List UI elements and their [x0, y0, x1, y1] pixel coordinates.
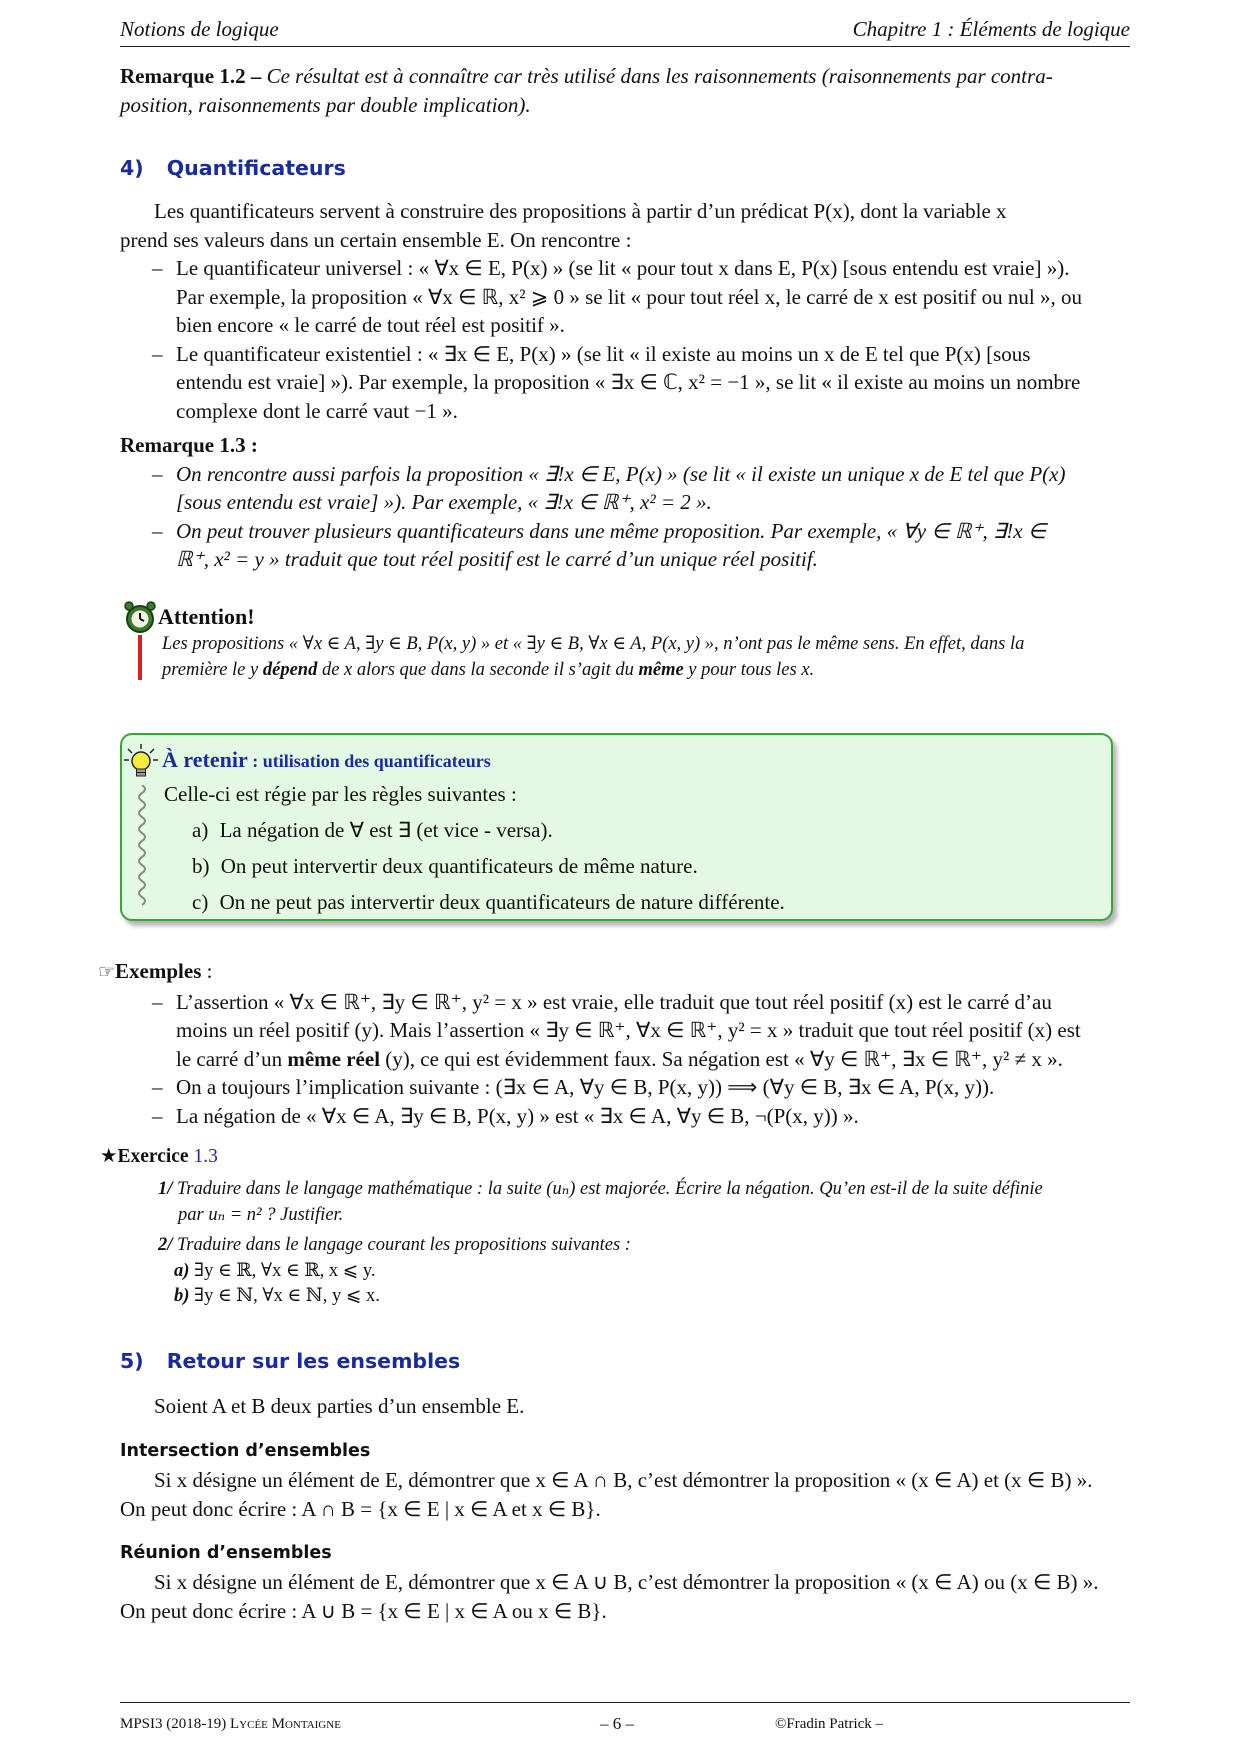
- exercice-qa: [158, 1259, 1130, 1285]
- exemples-item1-line3: [176, 1045, 1130, 1074]
- retenir-rule-b: [192, 852, 698, 881]
- dash-icon: –: [152, 461, 163, 486]
- intersection-title: Intersection d’ensembles: [120, 1441, 371, 1461]
- retenir-box: [120, 733, 1113, 921]
- remarque-1-3-item2: [120, 517, 1130, 574]
- section-4-intro-line2: prend ses valeurs dans un certain ensemble E. On rencontre :: [120, 227, 632, 252]
- exercice-qa-text: ∃y ∈ ℝ, ∀x ∈ ℝ, x ⩽ y.: [189, 1260, 376, 1281]
- retenir-subtitle: : utilisation des quantificateurs: [247, 751, 491, 771]
- header-rule: [120, 46, 1130, 47]
- exemples-colon: :: [201, 959, 213, 983]
- quantifier-universal-item: [120, 254, 1130, 340]
- attention-emphasis-meme: même: [638, 659, 684, 680]
- exercice-q2-line1: [158, 1233, 1130, 1259]
- bullet2-line2: entendu est vraie] »). Par exemple, la proposition « ∃x ∈ ℂ, x² = −1 », se lit « il existe au moins un nombre: [176, 370, 1081, 394]
- exercice-qb: [158, 1284, 1130, 1310]
- exemples-item1-line3-a: le carré d’un: [176, 1046, 288, 1071]
- page: [98, 0, 1130, 1754]
- exercice-q1: [100, 1177, 1130, 1228]
- remarque-1-3-item1: [120, 460, 1130, 517]
- rule-text: On ne peut pas intervertir deux quantificateurs de nature différente.: [219, 890, 785, 914]
- remarque-1-3-item1-line1: On rencontre aussi parfois la proposition « ∃!x ∈ E, P(x) » (se lit « il existe un unique x de E tel que P(x): [176, 461, 1066, 486]
- exemples-block: [98, 957, 1130, 1130]
- remarque-1-2-text-line1: Ce résultat est à connaître car très utilisé dans les raisonnements (raisonnements par contra-: [266, 64, 1053, 88]
- rule-label: c): [192, 890, 209, 914]
- footer-rule: [120, 1702, 1130, 1703]
- rule-text: On peut intervertir deux quantificateurs de même nature.: [220, 854, 698, 878]
- bullet1-line2: Par exemple, la proposition « ∀x ∈ ℝ, x² ⩾ 0 » se lit « pour tout réel x, le carré de x est positif ou nul », ou: [176, 284, 1083, 309]
- exercice-q1-line2: par uₙ = n² ? Justifier.: [178, 1204, 344, 1225]
- section-4-body: [120, 197, 1130, 425]
- retenir-rule-c: [192, 888, 785, 917]
- exemples-item2-text: On a toujours l’implication suivante : (∃x ∈ A, ∀y ∈ B, P(x, y)) ⟹ (∀y ∈ B, ∃x ∈ A, P(x, y)).: [176, 1075, 995, 1099]
- rule-label: b): [192, 854, 210, 878]
- attention-bar: [138, 635, 142, 680]
- exemples-item1: [98, 988, 1130, 1074]
- dash-icon: –: [152, 341, 163, 366]
- exercice-heading: [100, 1144, 1130, 1168]
- attention-block: [120, 600, 1130, 690]
- header-left: Notions de logique: [120, 17, 279, 41]
- remarque-1-3-label: Remarque 1.3 :: [120, 433, 258, 457]
- exercice-label: Exercice: [117, 1146, 189, 1167]
- intersection-line1: Si x désigne un élément de E, démontrer que x ∈ A ∩ B, c’est démontrer la proposition « (x ∈ A) et (x ∈ B) ».: [154, 1468, 1093, 1492]
- exemples-item3-text: La négation de « ∀x ∈ A, ∃y ∈ B, P(x, y) » est « ∃x ∈ A, ∀y ∈ B, ¬(P(x, y)) ».: [176, 1103, 859, 1128]
- attention-line2-c: de x alors que dans la seconde il s’agit du: [317, 659, 639, 680]
- exercice-block: [100, 1144, 1130, 1310]
- quantifier-existential-item: [120, 340, 1130, 426]
- remarque-1-2-label: Remarque 1.2 –: [120, 64, 262, 88]
- exemples-item2: [98, 1073, 1130, 1102]
- exercice-qa-label: a): [174, 1260, 190, 1281]
- attention-line1: Les propositions « ∀x ∈ A, ∃y ∈ B, P(x, y) » et « ∃y ∈ B, ∀x ∈ A, P(x, y) », n’ont pas le même sens. En effet, dans la: [162, 634, 1025, 654]
- remarque-1-2: [120, 62, 1130, 119]
- section-5-title: Retour sur les ensembles: [166, 1349, 461, 1373]
- remarque-1-3-item1-line2: [sous entendu est vraie] »). Par exemple, « ∃!x ∈ ℝ⁺, x² = 2 ».: [176, 490, 712, 514]
- bullet1-line3: bien encore « le carré de tout réel est positif ».: [176, 313, 565, 337]
- bullet2-line1: Le quantificateur existentiel : « ∃x ∈ E, P(x) » (se lit « il existe au moins un x de E tel que P(x) [sous: [176, 341, 1031, 366]
- section-4-intro-line1: Les quantificateurs servent à construire des propositions à partir d’un prédicat P(x), dont la variable x: [154, 199, 1007, 223]
- dash-icon: –: [152, 1075, 163, 1099]
- dash-icon: –: [152, 256, 163, 280]
- retenir-title: À retenir: [162, 747, 248, 772]
- exercice-qb-label: b): [174, 1286, 190, 1306]
- rule-label: a): [192, 818, 209, 842]
- remarque-1-2-text-line2: position, raisonnements par double implication).: [120, 92, 531, 117]
- exercice-number: 1.3: [188, 1146, 218, 1167]
- exemples-item3: [98, 1102, 1130, 1131]
- spring-decoration: [135, 785, 149, 911]
- rule-text: La négation de ∀ est ∃ (et vice - versa).: [219, 818, 553, 842]
- attention-line2-a: première le y: [162, 659, 263, 680]
- reunion-body: [120, 1568, 1130, 1625]
- reunion-line2: On peut donc écrire : A ∪ B = {x ∈ E | x ∈ A ou x ∈ B}.: [120, 1598, 607, 1623]
- retenir-rule-a: [192, 816, 553, 845]
- attention-text: [162, 632, 1130, 683]
- footer-right: ©Fradin Patrick –: [775, 1716, 884, 1732]
- exercice-q1-number: 1/: [158, 1179, 173, 1199]
- attention-emphasis-depend: dépend: [262, 659, 318, 680]
- alarm-clock-icon: [122, 600, 158, 634]
- header-right: Chapitre 1 : Éléments de logique: [852, 17, 1130, 41]
- exemples-item1-line3-c: (y), ce qui est évidemment faux. Sa négation est « ∀y ∈ ℝ⁺, ∃x ∈ ℝ⁺, y² ≠ x ».: [380, 1046, 1063, 1071]
- exercice-q2: [100, 1233, 1130, 1310]
- remarque-1-3-item2-line1: On peut trouver plusieurs quantificateurs dans une même proposition. Par exemple, « ∀y ∈ ℝ⁺, ∃!x ∈: [176, 518, 1047, 543]
- remarque-1-3: [120, 431, 1130, 574]
- section-4-number: 4): [120, 156, 144, 180]
- intersection-line2: On peut donc écrire : A ∩ B = {x ∈ E | x ∈ A et x ∈ B}.: [120, 1496, 601, 1521]
- intersection-body: [120, 1466, 1130, 1523]
- exercice-q2-number: 2/: [158, 1235, 173, 1255]
- bullet1-line1: Le quantificateur universel : « ∀x ∈ E, P(x) » (se lit « pour tout x dans E, P(x) [sous entendu est vraie] »).: [176, 256, 1070, 280]
- dash-icon: –: [152, 1103, 163, 1128]
- footer-left: MPSI3 (2018-19) Lycée Montaigne: [120, 1716, 341, 1732]
- reunion-line1: Si x désigne un élément de E, démontrer que x ∈ A ∪ B, c’est démontrer la proposition « (x ∈ A) ou (x ∈ B) ».: [154, 1570, 1099, 1594]
- star-icon: ★: [100, 1146, 118, 1167]
- attention-line2-e: y pour tous les x.: [683, 659, 815, 680]
- section-4-heading: [120, 156, 346, 180]
- section-4-title: Quantificateurs: [166, 156, 346, 180]
- section-5-number: 5): [120, 1349, 144, 1373]
- bullet2-line3: complexe dont le carré vaut −1 ».: [176, 398, 458, 423]
- page-number: – 6 –: [600, 1714, 634, 1733]
- exemples-item1-line2: moins un réel positif (y). Mais l’assertion « ∃y ∈ ℝ⁺, ∀x ∈ ℝ⁺, y² = x » traduit que tout réel positif (x) est: [176, 1018, 1081, 1042]
- retenir-heading: [162, 747, 491, 773]
- exercice-q2-text: Traduire dans le langage courant les propositions suivantes :: [172, 1235, 631, 1255]
- exemples-emphasis: même réel: [287, 1046, 381, 1071]
- exercice-qb-text: ∃y ∈ ℕ, ∀x ∈ ℕ, y ⩽ x.: [189, 1286, 380, 1306]
- exemples-item1-line1: L’assertion « ∀x ∈ ℝ⁺, ∃y ∈ ℝ⁺, y² = x » est vraie, elle traduit que tout réel positif (x) est le carré d’au: [176, 989, 1052, 1014]
- attention-title: Attention!: [158, 604, 255, 629]
- pointing-hand-icon: ☞: [98, 962, 116, 983]
- section-5-heading: [120, 1349, 460, 1373]
- section-5-intro: Soient A et B deux parties d’un ensemble E.: [154, 1394, 525, 1418]
- attention-line2: [162, 658, 1130, 684]
- exercice-q1-text: Traduire dans le langage mathématique : la suite (uₙ) est majorée. Écrire la négation. Qu’en est-il de la suite définie: [172, 1179, 1043, 1199]
- reunion-title: Réunion d’ensembles: [120, 1543, 332, 1563]
- light-bulb-icon: [124, 743, 158, 781]
- exemples-label: Exemples: [115, 959, 202, 983]
- dash-icon: –: [152, 989, 163, 1014]
- remarque-1-3-item2-line2: ℝ⁺, x² = y » traduit que tout réel positif est le carré d’un unique réel positif.: [176, 547, 818, 571]
- exercice-q1-line1: [158, 1177, 1130, 1203]
- exemples-heading: [98, 957, 1130, 988]
- dash-icon: –: [152, 518, 163, 543]
- retenir-intro: Celle-ci est régie par les règles suivantes :: [164, 782, 517, 806]
